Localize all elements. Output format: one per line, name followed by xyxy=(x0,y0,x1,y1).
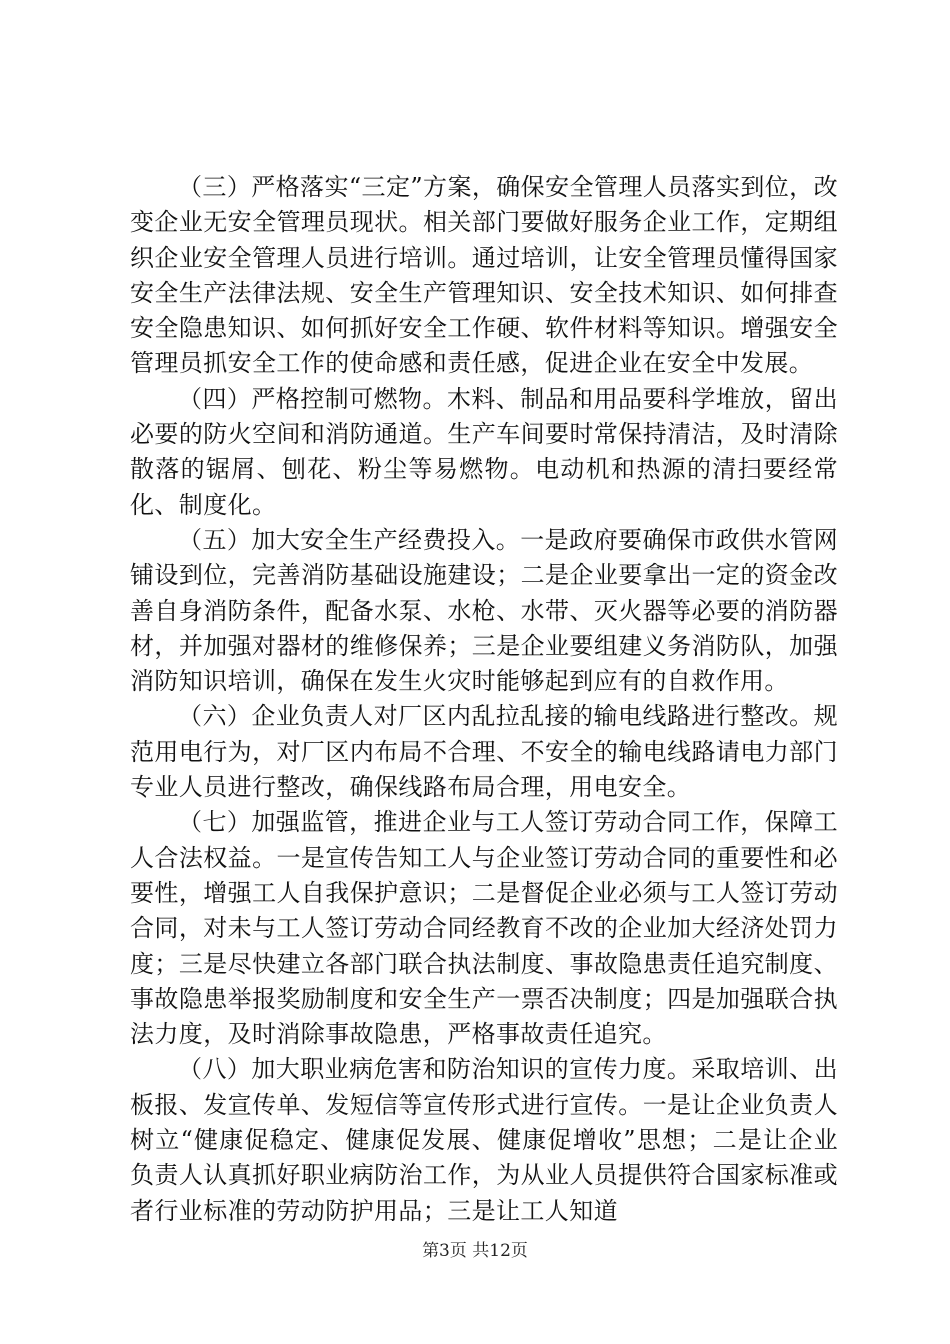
paragraph-ba: （八）加大职业病危害和防治知识的宣传力度。采取培训、出板报、发宣传单、发短信等宣传形式进行宣传。一是让企业负责人树立“健康促稳定、健康促发展、健康促增收”思想；二是让企业负责人认真抓好职业病防治工作，为从业人员提供符合国家标准或者行业标准的劳动防护用品；三是让工人知道 xyxy=(130,1055,838,1225)
page-footer: 第3页 共12页 xyxy=(422,1241,528,1261)
paragraph-qi: （七）加强监管，推进企业与工人签订劳动合同工作，保障工人合法权益。一是宣传告知工人与企业签订劳动合同的重要性和必要性，增强工人自我保护意识；二是督促企业必须与工人签订劳动合同，对未与工人签订劳动合同经教育不改的企业加大经济处罚力度；三是尽快建立各部门联合执法制度、事故隐患责任追究制度、事故隐患举报奖励制度和安全生产一票否决制度；四是加强联合执法力度，及时消除事故隐患，严格事故责任追究。 xyxy=(130,808,838,1049)
paragraph-san: （三）严格落实“三定”方案，确保安全管理人员落实到位，改变企业无安全管理员现状。相关部门要做好服务企业工作，定期组织企业安全管理人员进行培训。通过培训，让安全管理员懂得国家安全生产法律法规、安全生产管理知识、安全技术知识、如何排查安全隐患知识、如何抓好安全工作硬、软件材料等知识。增强安全管理员抓安全工作的使命感和责任感，促进企业在安全中发展。 xyxy=(130,173,838,378)
paragraph-liu: （六）企业负责人对厂区内乱拉乱接的输电线路进行整改。规范用电行为，对厂区内布局不合理、不安全的输电线路请电力部门专业人员进行整改，确保线路布局合理，用电安全。 xyxy=(130,702,838,802)
paragraph-wu: （五）加大安全生产经费投入。一是政府要确保市政供水管网铺设到位，完善消防基础设施建设；二是企业要拿出一定的资金改善自身消防条件，配备水泵、水枪、水带、灭火器等必要的消防器材，并加强对器材的维修保养；三是企业要组建义务消防队，加强消防知识培训，确保在发生火灾时能够起到应有的自救作用。 xyxy=(130,525,838,696)
document-body xyxy=(130,170,838,1229)
paragraph-si: （四）严格控制可燃物。木料、制品和用品要科学堆放，留出必要的防火空间和消防通道。生产车间要时常保持清洁，及时清除散落的锯屑、刨花、粉尘等易燃物。电动机和热源的清扫要经常化、制度化。 xyxy=(130,384,838,519)
